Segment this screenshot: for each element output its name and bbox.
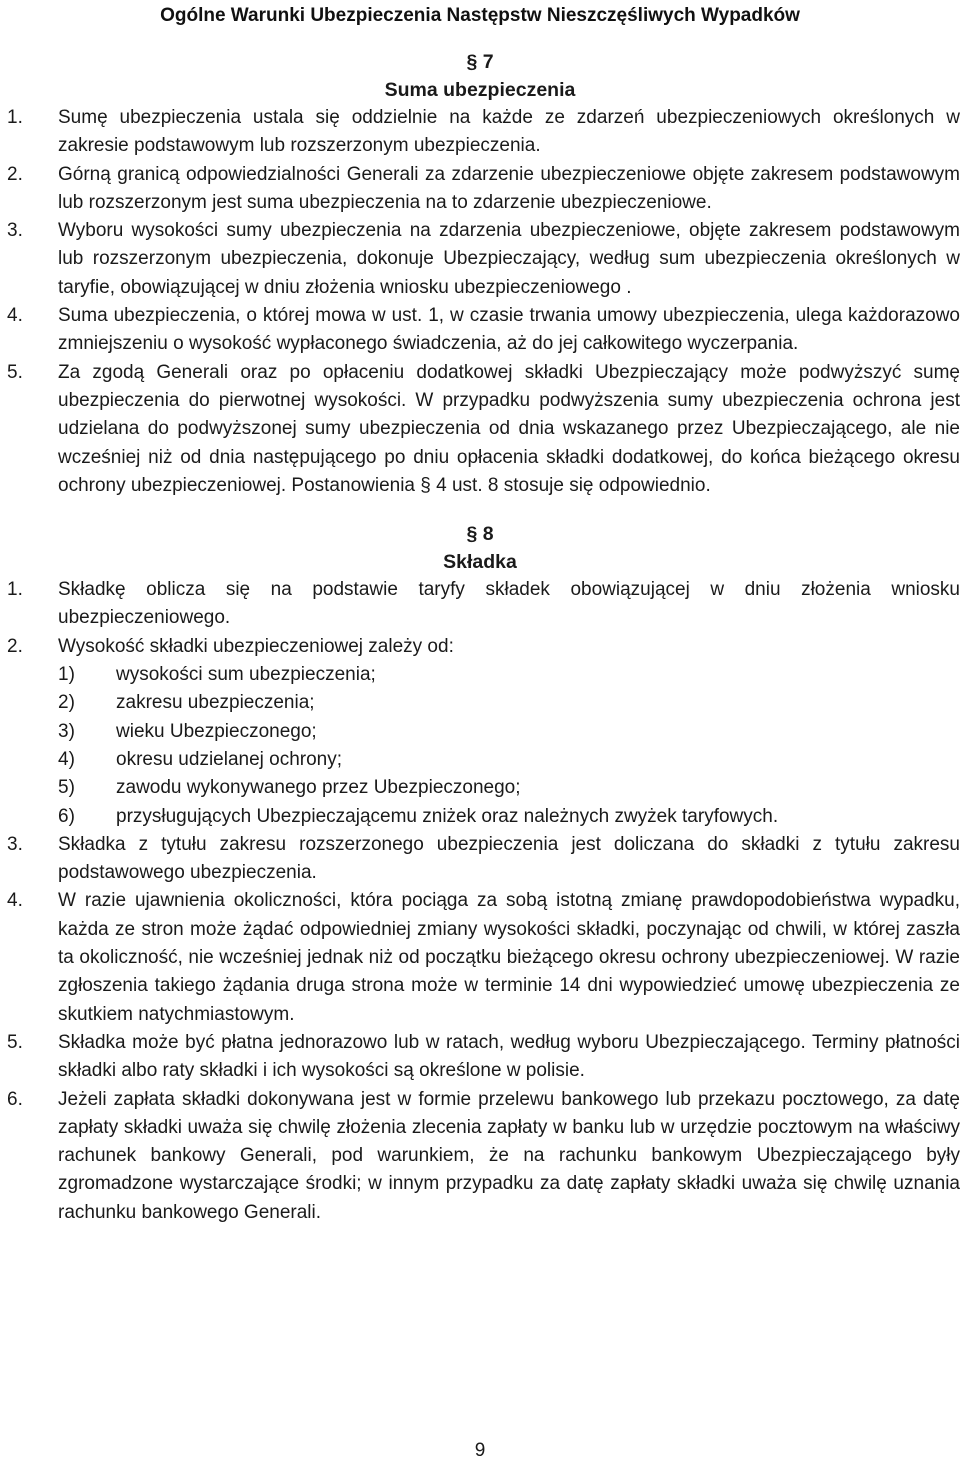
paragraph bbox=[0, 1029, 960, 1086]
paragraph-text: Górną granicą odpowiedzialności Generali za zdarzenie ubezpieczeniowe objęte zakresem podstawowym lub rozszerzonym jest suma ubezpieczenia na to zdarzenie ubezpieczeniowe. bbox=[58, 163, 960, 213]
paragraph bbox=[0, 576, 960, 633]
paragraph-text: Składka z tytułu zakresu rozszerzonego ubezpieczenia jest doliczana do składki z tytułu zakresu podstawowego ubezpieczenia. bbox=[58, 833, 960, 884]
paragraph-number: 2. bbox=[7, 635, 23, 657]
section-title: Suma ubezpieczenia bbox=[384, 79, 576, 101]
sub-item-number: 3) bbox=[58, 720, 75, 742]
sub-item-text: okresu udzielanej ochrony; bbox=[116, 748, 343, 770]
paragraph-number: 1. bbox=[7, 579, 23, 601]
sub-item-number: 6) bbox=[58, 805, 75, 827]
paragraph-text: W razie ujawnienia okoliczności, która pociąga za sobą istotną zmianę prawdopodobieństwa wypadku, każda ze stron może żądać odpowiedniej zmiany wysokości składki, poczynając od chwili, w której zaszła ta okoliczność, nie wcześniej jednak niż od początku bieżącego okresu ochrony ubezpieczeniowej. W razie zgłoszenia takiego żądania druga strona może w terminie 14 dni wypowiedzieć umowę ubezpieczenia ze skutkiem natychmiastowym. bbox=[58, 890, 960, 1025]
paragraph-text: Wysokość składki ubezpieczeniowej zależy od: bbox=[58, 635, 454, 657]
sub-item-text: wieku Ubezpieczonego; bbox=[116, 720, 317, 742]
sub-item bbox=[0, 689, 960, 717]
section-gap bbox=[0, 500, 960, 520]
sub-item-text: zakresu ubezpieczenia; bbox=[116, 692, 315, 714]
paragraph bbox=[0, 633, 960, 661]
sub-item-number: 2) bbox=[58, 692, 75, 714]
paragraph-text: Składkę oblicza się na podstawie taryfy składek obowiązującej w dniu złożenia wniosku ubezpieczeniowego. bbox=[58, 579, 960, 629]
paragraph-text: Za zgodą Generali oraz po opłaceniu dodatkowej składki Ubezpieczający może podwyższyć sumę ubezpieczenia do pierwotnej wysokości. W przypadku podwyższenia sumy ubezpieczenia ochrona jest udzielana do podwyższonej sumy ubezpieczenia od dnia wskazanego przez Ubezpieczającego, ale nie wcześniej niż od dnia następującego po dniu opłacenia składki dodatkowej, do końca bieżącego okresu ochrony ubezpieczeniowej. Postanowienia § 4 ust. 8 stosuje się odpowiednio. bbox=[58, 361, 960, 496]
sub-item bbox=[0, 746, 960, 774]
paragraph-text: Składka może być płatna jednorazowo lub w ratach, według wyboru Ubezpieczającego. Terminy płatności składki albo raty składki i ich wysokości są określone w polisie. bbox=[58, 1031, 960, 1082]
paragraph-number: 4. bbox=[7, 305, 23, 327]
section-number: § 7 bbox=[466, 51, 494, 73]
paragraph-number: 2. bbox=[7, 163, 23, 185]
sub-item-text: zawodu wykonywanego przez Ubezpieczonego; bbox=[116, 777, 521, 799]
paragraph-number: 1. bbox=[7, 107, 23, 128]
sub-item-number: 4) bbox=[58, 748, 75, 770]
paragraph-text: Suma ubezpieczenia, o której mowa w ust. 1, w czasie trwania umowy ubezpieczenia, ulega każdorazowo zmniejszeniu o wysokość wypłaconego świadczenia, aż do jej całkowitego wyczerpania. bbox=[58, 305, 960, 355]
sub-item-number: 1) bbox=[58, 664, 75, 686]
paragraph-text: Sumę ubezpieczenia ustala się oddzielnie na każde ze zdarzeń ubezpieczeniowych określonych w zakresie podstawowym lub rozszerzonym ubezpieczenia. bbox=[58, 107, 960, 157]
paragraph bbox=[0, 887, 960, 1028]
sub-item-number: 5) bbox=[58, 777, 75, 799]
paragraph bbox=[0, 359, 960, 500]
document-body bbox=[0, 48, 960, 1227]
sub-item-text: przysługujących Ubezpieczającemu zniżek oraz należnych zwyżek taryfowych. bbox=[116, 805, 779, 827]
paragraph bbox=[0, 302, 960, 359]
document-header: Ogólne Warunki Ubezpieczenia Następstw Nieszczęśliwych Wypadków bbox=[160, 5, 800, 26]
section-7-heading bbox=[0, 48, 960, 104]
sub-item bbox=[0, 803, 960, 831]
paragraph bbox=[0, 104, 960, 161]
paragraph bbox=[0, 831, 960, 888]
paragraph-text: Jeżeli zapłata składki dokonywana jest w formie przelewu bankowego lub przekazu pocztowego, za datę zapłaty składki uważa się chwilę złożenia zlecenia zapłaty w banku lub w urzędzie pocztowym na właściwy rachunek bankowy Generali, pod warunkiem, że na rachunku bankowym Ubezpieczającego były zgromadzone wystarczające środki; w innym przypadku za datę zapłaty składki uważa się chwilę uznania rachunku bankowego Generali. bbox=[58, 1088, 960, 1223]
paragraph-number: 6. bbox=[7, 1088, 23, 1110]
sub-item bbox=[0, 661, 960, 689]
sub-item-text: wysokości sum ubezpieczenia; bbox=[116, 664, 376, 686]
paragraph bbox=[0, 1086, 960, 1227]
paragraph-number: 5. bbox=[7, 361, 23, 383]
paragraph-number: 4. bbox=[7, 890, 23, 912]
sub-item bbox=[0, 718, 960, 746]
section-8-heading bbox=[0, 520, 960, 576]
paragraph bbox=[0, 217, 960, 302]
paragraph-number: 3. bbox=[7, 220, 23, 242]
paragraph-text: Wyboru wysokości sumy ubezpieczenia na zdarzenia ubezpieczeniowe, objęte zakresem podstawowym lub rozszerzonym ubezpieczenia, dokonuje Ubezpieczający, według sum ubezpieczenia określonych w taryfie, obowiązującej w dniu złożenia wniosku ubezpieczeniowego . bbox=[58, 220, 960, 298]
paragraph bbox=[0, 161, 960, 218]
page-number: 9 bbox=[474, 1440, 486, 1461]
paragraph-number: 3. bbox=[7, 833, 23, 855]
section-number: § 8 bbox=[466, 523, 494, 546]
paragraph-number: 5. bbox=[7, 1031, 23, 1053]
section-title: Składka bbox=[443, 551, 517, 574]
sub-item bbox=[0, 774, 960, 802]
